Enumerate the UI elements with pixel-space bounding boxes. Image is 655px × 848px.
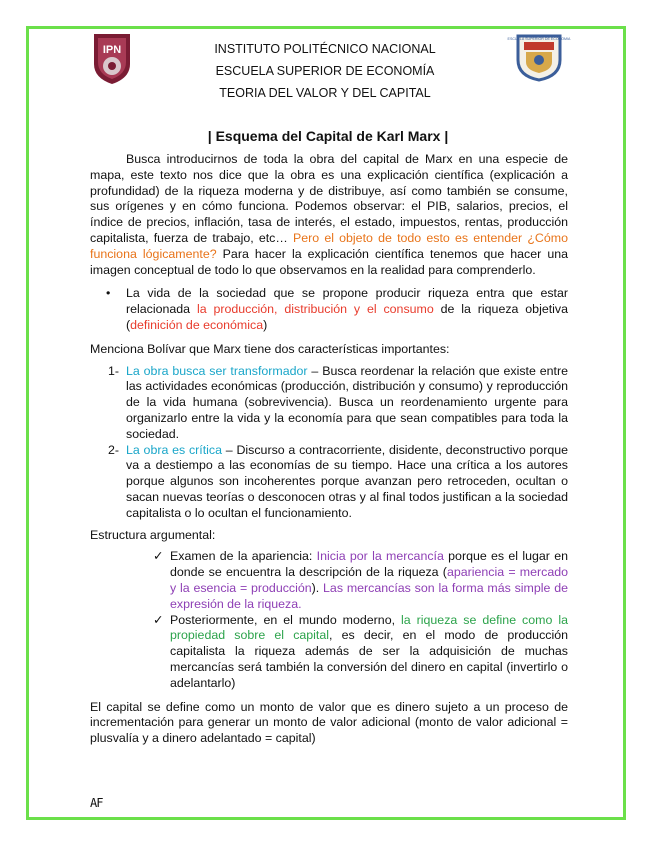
check1-highlight-2: apariencia = mercado y la esencia = producción <box>170 565 568 595</box>
intro-text: Busca introducirnos de toda la obra del capital de Marx en una especie de mapa, este texto nos dice que la obra es una explicación científica (explicación a profundidad) de la riqueza moderna y de distribuye, así como también se consume, sus orígenes y en cómo funciona. Podemos observar: el PIB, salarios, precios, el índice de precios, inflación, tasa de interés, el estado, impuestos, rentas, producción capitalista, fuerza de trabajo, etc… <box>90 152 568 245</box>
author-initials: AF <box>90 796 103 810</box>
check1-text-a: Examen de la apariencia: <box>170 549 317 564</box>
intro-paragraph <box>90 152 568 278</box>
check2-highlight-1: la riqueza se define como la propiedad sobre el capital <box>170 612 568 643</box>
ese-logo-text: ESCUELA SUPERIOR DE ECONOMIA <box>507 37 571 41</box>
bullet-text-c: ) <box>263 317 268 332</box>
list-item <box>108 442 568 522</box>
numbered-list <box>90 364 568 522</box>
bolivar-paragraph: Menciona Bolívar que Marx tiene dos características importantes: <box>90 341 450 356</box>
intro-end: Para hacer la explicación científica tenemos que hacer una imagen conceptual de todo lo que observamos en la realidad para comprenderlo. <box>90 246 568 277</box>
document-header <box>150 38 500 104</box>
document-body <box>90 152 568 753</box>
check1-highlight-3: Las mercancías son la forma más simple de expresión de la riqueza. <box>170 580 569 611</box>
list-item <box>106 286 568 333</box>
item-text: – Discurso a contracorriente, disidente, deconstructivo porque va a destiempo a las economías de su tiempo. Hace una crítica a los autores porque algunos son incoherentes porque avanzan pero retroceden, ocultan o sacan nuevas teorías o desconocen otras y al final todos justifican a la sociedad capitalista o lo ocultan el funcionamiento. <box>126 442 568 520</box>
check1-highlight-1: Inicia por la mercancía <box>316 549 444 564</box>
estructura-heading: Estructura argumental: <box>90 527 216 542</box>
page-title: | Esquema del Capital de Karl Marx | <box>207 128 449 144</box>
item-number: 2- <box>108 442 120 457</box>
checkmark-icon: ✓ <box>153 549 164 564</box>
intro-highlight: Pero el objeto de todo esto es entender ¿Cómo funciona lógicamente? <box>90 230 568 261</box>
item-text: – Busca reordenar la relación que existe entre las actividades económicas (producción, distribución y consumo) y reproducción de la vida humana (sobrevivencia). Busca un reordenamiento urgente para organizarlo entre la vida y la economía para que sean compatibles para toda la sociedad. <box>126 363 568 441</box>
item-label: La obra busca ser transformador <box>126 363 308 378</box>
bullet-text-a: La vida de la sociedad que se propone producir riqueza entra que estar relacionada <box>126 286 568 317</box>
bullet-text-b: de la riqueza objetiva ( <box>126 302 568 332</box>
ese-logo <box>507 30 571 82</box>
item-label: La obra es crítica <box>126 442 223 457</box>
list-item <box>108 363 568 443</box>
check1-text-b: porque es el lugar en donde se encuentra la descripción de la riqueza ( <box>170 549 568 580</box>
list-item <box>153 612 568 692</box>
course-name: TEORIA DEL VALOR Y DEL CAPITAL <box>219 86 431 100</box>
bullet-symbol: • <box>106 286 111 301</box>
ipn-logo <box>90 30 134 86</box>
check2-text-a: Posteriormente, en el mundo moderno, <box>170 612 402 627</box>
check2-text-b: , es decir, en el modo de producción capitalista la riqueza además de ser la adquisición de muchas mercancías será también la conversión del dinero en capital (invertirlo o adelantarlo) <box>170 628 568 690</box>
institute-name: INSTITUTO POLITÉCNICO NACIONAL <box>214 42 436 56</box>
bullet-list <box>90 286 568 333</box>
check1-text-c: ). <box>311 580 324 595</box>
bullet-highlight-a: la producción, distribución y el consumo <box>196 302 434 317</box>
school-name: ESCUELA SUPERIOR DE ECONOMÍA <box>215 64 435 78</box>
list-item <box>153 549 569 612</box>
item-number: 1- <box>108 363 120 378</box>
bullet-highlight-b: definición de económica <box>130 317 264 332</box>
closing-paragraph: El capital se define como un monto de valor que es dinero sujeto a un proceso de incrementación para generar un monto de valor adicional (monto de valor adicional = plusvalía y a dinero adelantado = capital) <box>90 699 568 746</box>
check-list <box>90 549 568 691</box>
checkmark-icon: ✓ <box>153 612 164 627</box>
ipn-logo-text: IPN <box>102 44 122 56</box>
